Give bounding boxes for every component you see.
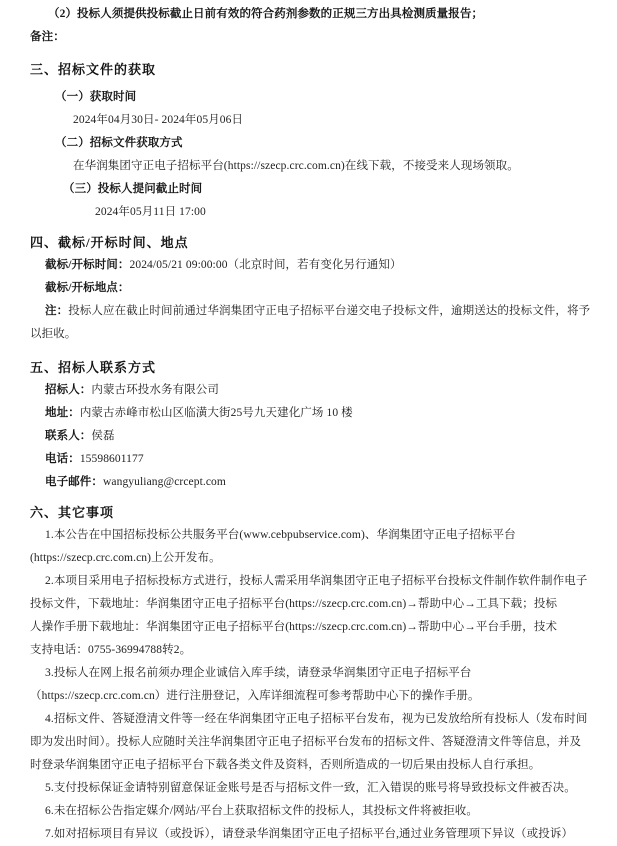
- phone-line-value: 15598601177: [79, 453, 144, 465]
- phone-line: [30, 448, 599, 471]
- other-item-4-cont-1: 即为发出时间）。投标人应随时关注华润集团守正电子招标平台发布的招标文件、答疑澄清文件等信息，并及: [30, 736, 582, 748]
- section-heading-6: 六、其它事项: [30, 505, 115, 520]
- other-item-2-cont-1: 投标文件，下载地址：华润集团守正电子招标平台(https://szecp.crc.com.cn)→帮助中心→工具下载；投标: [30, 598, 558, 610]
- other-item-2-cont-3: 支持电话：0755-36994788转2。: [30, 644, 192, 656]
- bid-deadline-line-label: 截标/开标时间：: [45, 259, 130, 271]
- tenderer-line-label: 招标人：: [45, 384, 92, 396]
- other-item-4: 4.招标文件、答疑澄清文件等一经在华润集团守正电子招标平台发布，视为已发放给所有投标人（发布时间: [45, 713, 588, 725]
- bid-location-line-label: 截标/开标地点：: [45, 282, 130, 294]
- acquire-method-text: 在华润集团守正电子招标平台(https://szecp.crc.com.cn)在线下载，不接受来人现场领取。: [73, 160, 519, 172]
- other-item-4-cont-2: 时登录华润集团守正电子招标平台下载各类文件及资料，否则所造成的一切后果由投标人自行承担。: [30, 759, 541, 771]
- address-line-value: 内蒙古赤峰市松山区临潢大街25号九天建化广场 10 楼: [79, 407, 353, 419]
- document-body: [30, 3, 599, 846]
- note-line-value: 投标人应在截止时间前通过华润集团守正电子招标平台递交电子投标文件，逾期送达的投标文件，将予: [68, 305, 591, 317]
- subheading-question-deadline: （三）投标人提问截止时间: [63, 183, 203, 195]
- subheading-acquire-time: （一）获取时间: [55, 91, 137, 103]
- other-item-6: 6.未在招标公告指定媒介/网站/平台上获取招标文件的投标人，其投标文件将被拒收。: [45, 805, 479, 817]
- qualification-item-2: （2）投标人须提供投标截止日前有效的符合药剂参数的正规三方出具检测质量报告；: [48, 8, 484, 20]
- other-item-5: 5.支付投标保证金请特别留意保证金账号是否与招标文件一致，汇入错误的账号将导致投标文件被否决。: [45, 782, 576, 794]
- contact-line-label: 联系人：: [45, 430, 92, 442]
- note-line-continued: 以拒收。: [30, 328, 77, 340]
- phone-line-label: 电话：: [45, 453, 80, 465]
- address-line-label: 地址：: [45, 407, 80, 419]
- other-item-2-cont-2: 人操作手册下载地址：华润集团守正电子招标平台(https://szecp.crc.com.cn)→帮助中心→平台手册，技术: [30, 621, 558, 633]
- email-line-label: 电子邮件：: [45, 476, 103, 488]
- tenderer-line-value: 内蒙古环投水务有限公司: [91, 384, 220, 396]
- note-line-label: 注：: [45, 305, 69, 317]
- section-heading-3: 三、招标文件的获取: [30, 62, 157, 77]
- other-item-1-cont: (https://szecp.crc.com.cn)上公开发布。: [30, 552, 221, 564]
- contact-line: [30, 425, 599, 448]
- email-line: [30, 471, 599, 494]
- section-heading-4: 四、截标/开标时间、地点: [30, 235, 189, 250]
- bid-location-line: [30, 277, 599, 300]
- other-item-7: 7.如对招标项目有异议（或投诉），请登录华润集团守正电子招标平台,通过业务管理项下异议（或投诉）: [45, 828, 574, 840]
- section-heading-5: 五、招标人联系方式: [30, 360, 157, 375]
- tenderer-line: [30, 379, 599, 402]
- note-line: [30, 300, 599, 323]
- acquire-time-range: 2024年04月30日- 2024年05月06日: [73, 114, 244, 126]
- contact-line-value: 侯磊: [91, 430, 115, 442]
- email-line-value: wangyuliang@crcept.com: [103, 476, 226, 488]
- remarks-label: 备注：: [30, 31, 65, 43]
- bid-deadline-line: [30, 254, 599, 277]
- question-deadline-time: 2024年05月11日 17:00: [95, 206, 206, 218]
- address-line: [30, 402, 599, 425]
- other-item-2: 2.本项目采用电子招标投标方式进行，投标人需采用华润集团守正电子招标平台投标文件制作软件制作电子: [45, 575, 588, 587]
- bid-deadline-line-value: 2024/05/21 09:00:00（北京时间，若有变化另行通知）: [129, 259, 402, 271]
- other-item-3: 3.投标人在网上报名前须办理企业诚信入库手续，请登录华润集团守正电子招标平台: [45, 667, 472, 679]
- other-item-1: 1.本公告在中国招标投标公共服务平台(www.cebpubservice.com)、华润集团守正电子招标平台: [45, 529, 516, 541]
- other-item-3-cont: （https://szecp.crc.com.cn）进行注册登记，入库详细流程可参考帮助中心下的操作手册。: [30, 690, 480, 702]
- subheading-acquire-method: （二）招标文件获取方式: [55, 137, 183, 149]
